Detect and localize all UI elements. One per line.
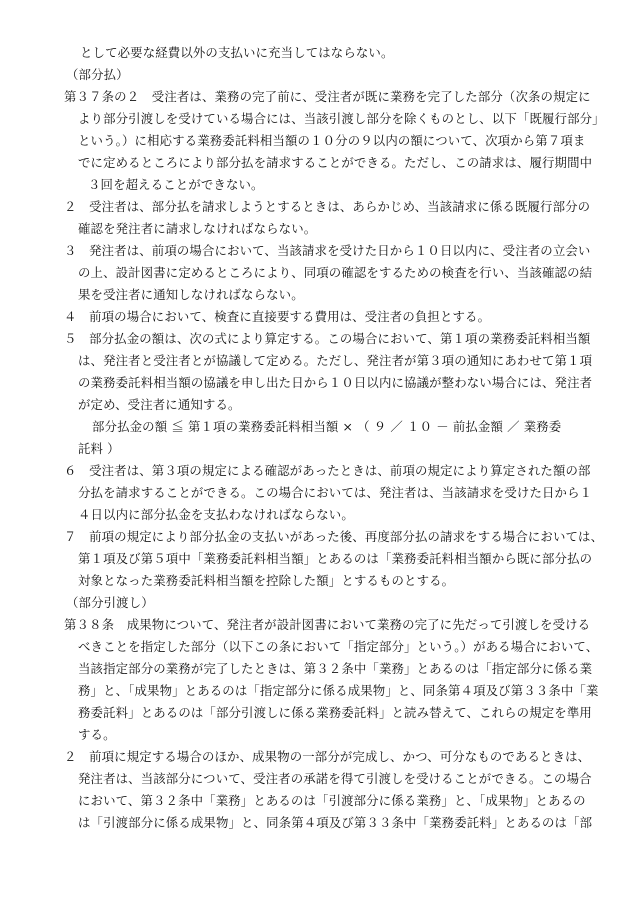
text-line: 務委託料」とあるのは「部分引渡しに係る業務委託料」と読み替えて、これらの規定を準用	[78, 705, 592, 720]
text-line: 発注者は、当該部分について、受注者の承諾を得て引渡しを受けることができる。この場合	[78, 771, 592, 786]
text-line: 対象となった業務委託料相当額を控除した額」とするものとする。	[78, 573, 455, 588]
text-line: の上、設計図書に定めるところにより、同項の確認をするための検査を行い、当該確認の結	[78, 265, 593, 280]
section-heading: （部分引渡し）	[66, 595, 154, 610]
text-line: ３回を超えることができない。	[88, 177, 264, 192]
text-line: 当該指定部分の業務が完了したときは、第３２条中「業務」とあるのは「指定部分に係る業	[78, 661, 593, 676]
text-line: は、発注者と受注者とが協議して定める。ただし、発注者が第３項の通知にあわせて第１項	[78, 353, 593, 368]
text-line: でに定めるところにより部分払を請求することができる。ただし、この請求は、履行期間中	[78, 155, 593, 170]
text-line: 務」と、「成果物」とあるのは「指定部分に係る成果物」と、同条第４項及び第３３条中「業	[78, 683, 599, 698]
text-line: より部分引渡しを受けている場合には、当該引渡し部分を除くものとし、以下「既履行部分」	[78, 111, 605, 126]
paragraph-line: ７ 前項の規定により部分払金の支払いがあった後、再度部分払の請求をする場合においては、	[64, 529, 604, 544]
article-line: 第３７条の２ 受注者は、業務の完了前に、受注者が既に業務を完了した部分（次条の規定に	[64, 89, 591, 104]
article-line: 第３８条 成果物について、発注者が設計図書において業務の完了に先だって引渡しを受ける	[64, 617, 591, 632]
text-line: 果を受注者に通知しなければならない。	[78, 287, 304, 302]
text-line: 第１項及び第５項中「業務委託料相当額」とあるのは「業務委託料相当額から既に部分払の	[78, 551, 593, 566]
text-line: ４日以内に部分払金を支払わなければならない。	[78, 507, 354, 522]
text-line: として必要な経費以外の支払いに充当してはならない。	[80, 45, 394, 60]
formula-line: 部分払金の額 ≦ 第１項の業務委託料相当額 × （ ９ ／ １０ － 前払金額 ／ 業務委	[92, 419, 562, 434]
paragraph-line: ２ 受注者は、部分払を請求しようとするときは、あらかじめ、当該請求に係る既履行部分の	[64, 199, 591, 214]
text-line: 分払を請求することができる。この場合においては、発注者は、当該請求を受けた日から１	[78, 485, 593, 500]
paragraph-line: ３ 発注者は、前項の場合において、当該請求を受けた日から１０日以内に、受注者の立会い	[64, 243, 591, 258]
text-line: において、第３２条中「業務」とあるのは「引渡部分に係る業務」と、「成果物」とあるの	[78, 793, 586, 808]
text-line: 確認を発注者に請求しなければならない。	[78, 221, 317, 236]
paragraph-line: ６ 受注者は、第３項の規定による確認があったときは、前項の規定により算定された額の部	[64, 463, 591, 478]
paragraph-line: ２ 前項に規定する場合のほか、成果物の一部分が完成し、かつ、可分なものであるときは、	[64, 749, 591, 764]
paragraph-line: ５ 部分払金の額は、次の式により算定する。この場合において、第１項の業務委託料相当額	[64, 331, 591, 346]
text-line: という。）に相応する業務委託料相当額の１０分の９以内の額について、次項から第７項ま	[78, 133, 586, 148]
formula-line: 託料 ）	[78, 441, 120, 456]
text-line: は「引渡部分に係る成果物」と、同条第４項及び第３３条中「業務委託料」とあるのは「部	[78, 815, 593, 830]
text-line: の業務委託料相当額の協議を申し出た日から１０日以内に協議が整わない場合には、発注者	[78, 375, 593, 390]
text-line: べきことを指定した部分（以下この条において「指定部分」という。）がある場合において、	[78, 639, 599, 654]
text-line: する。	[78, 727, 116, 742]
paragraph-line: ４ 前項の場合において、検査に直接要する費用は、受注者の負担とする。	[64, 309, 491, 324]
section-heading: （部分払）	[66, 67, 129, 82]
text-line: が定め、受注者に通知する。	[78, 397, 241, 412]
